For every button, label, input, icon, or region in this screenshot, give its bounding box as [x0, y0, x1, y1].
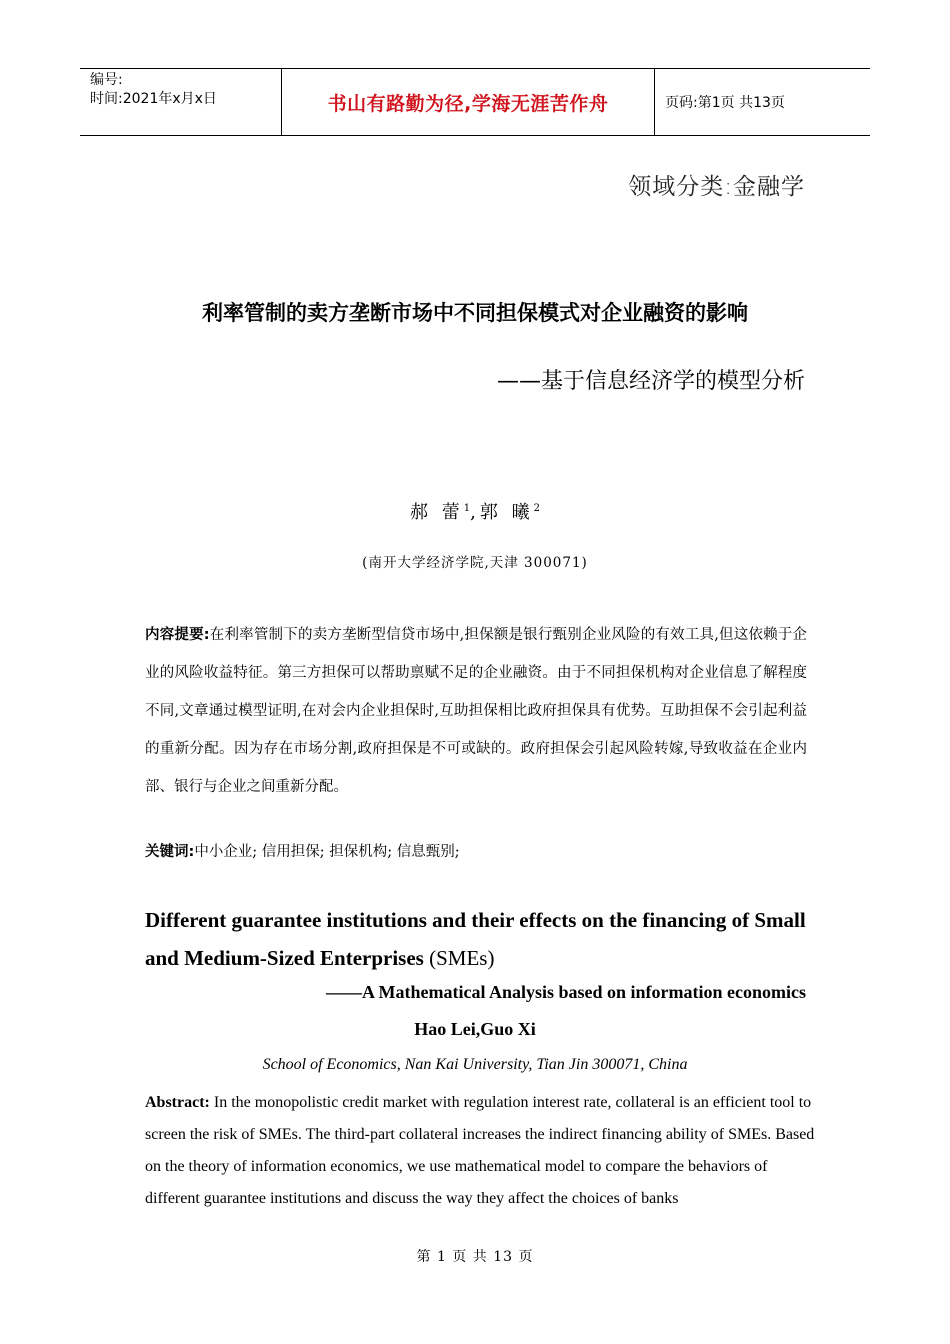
english-title-abbrev: (SMEs)	[429, 946, 495, 970]
author-1: 郝 蕾	[410, 502, 464, 523]
chinese-title: 利率管制的卖方垄断市场中不同担保模式对企业融资的影响	[202, 301, 748, 325]
header-table	[80, 68, 870, 136]
author-2: 郭 曦	[479, 502, 534, 523]
english-title-main: Different guarantee institutions and their effects on the financing of Small and Medium-Sized Enterprises	[145, 908, 806, 970]
author-1-superscript: 1	[463, 503, 471, 514]
chinese-abstract	[145, 616, 807, 806]
chinese-abstract-label: 内容提要:	[145, 627, 210, 643]
chinese-abstract-text: 在利率管制下的卖方垄断型信贷市场中,担保额是银行甄别企业风险的有效工具,但这依赖于企业的风险收益特征。第三方担保可以帮助禀赋不足的企业融资。由于不同担保机构对企业信息了解程度不同,文章通过模型证明,在对会内企业担保时,互助担保相比政府担保具有优势。互助担保不会引起利益的重新分配。因为存在市场分割,政府担保是不可或缺的。政府担保会引起风险转嫁,导致收益在企业内部、银行与企业之间重新分配。	[145, 627, 807, 795]
author-2-superscript: 2	[533, 503, 540, 514]
english-subtitle: ——A Mathematical Analysis based on information economics	[326, 982, 806, 1002]
document-date: 时间:2021年x月x日	[90, 91, 217, 107]
header-meta-cell	[80, 69, 281, 135]
document-number-label: 编号:	[90, 72, 123, 88]
english-abstract	[145, 1087, 815, 1215]
field-classification: 领域分类:金融学	[628, 174, 805, 200]
english-authors: Hao Lei,Guo Xi	[414, 1019, 536, 1039]
author-separator: ,	[470, 502, 480, 523]
english-title	[145, 901, 825, 977]
header-page-info: 页码:第1页 共13页	[665, 95, 785, 111]
chinese-keywords	[145, 838, 460, 866]
chinese-subtitle: ——基于信息经济学的模型分析	[496, 369, 805, 394]
header-motto: 书山有路勤为径,学海无涯苦作舟	[281, 69, 655, 135]
page-footer: 第 1 页 共 13 页	[416, 1249, 534, 1265]
chinese-authors	[0, 498, 950, 524]
english-abstract-label: Abstract:	[145, 1094, 210, 1111]
chinese-keywords-label: 关键词:	[145, 844, 195, 860]
chinese-affiliation: (南开大学经济学院,天津 300071)	[362, 555, 588, 571]
chinese-keywords-text: 中小企业; 信用担保; 担保机构; 信息甄别;	[194, 844, 460, 860]
english-abstract-text: In the monopolistic credit market with regulation interest rate, collateral is an efficient tool to screen the risk of SMEs. The third-part collateral increases the indirect financing ability of SMEs. Based on the theory of information economics, we use mathematical model to compare the behaviors of different guarantee institutions and discuss the way they affect the choices of banks	[145, 1094, 815, 1207]
english-affiliation: School of Economics, Nan Kai University, Tian Jin 300071, China	[262, 1056, 688, 1073]
